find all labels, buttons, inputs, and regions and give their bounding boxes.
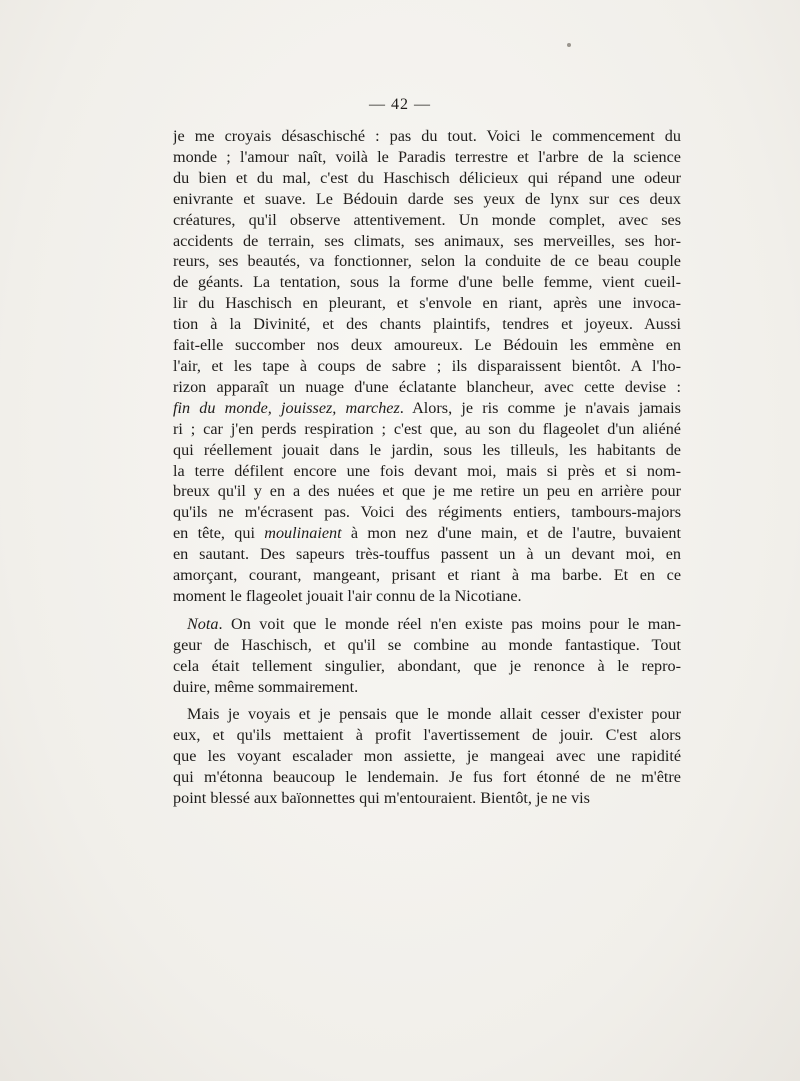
text-line: reurs, ses beautés, va fonctionner, selon la conduite de ce beau couple [173,252,681,271]
text-line: du bien et du mal, c'est du Haschisch délicieux qui répand une odeur [173,168,681,187]
text-line: en tête, qui moulinaient à mon nez d'une main, et de l'autre, buvaient [173,524,681,543]
text-line: rizon apparaît un nuage d'une éclatante blancheur, avec cette devise : [173,377,681,396]
text-line: monde ; l'amour naît, voilà le Paradis terrestre et l'arbre de la science [173,147,681,166]
text-line: enivrante et suave. Le Bédouin darde ses yeux de lynx sur ces deux [173,189,681,208]
text-line: en sautant. Des sapeurs très-touffus passent un à un devant moi, en [173,545,681,564]
text-line: breux qu'il y en a des nuées et que je me retire un peu en arrière pour [173,482,681,501]
text-line: accidents de terrain, ses climats, ses animaux, ses merveilles, ses hor- [173,231,681,250]
text-line: que les voyant escalader mon assiette, je mangeai avec une rapidité [173,747,681,766]
paper-speck [567,43,571,47]
text-line: cela était tellement singulier, abondant, que je renonce à le repro- [173,656,681,675]
text-line: qu'ils ne m'écrasent pas. Voici des régiments entiers, tambours-majors [173,503,681,522]
text-line: fait-elle succomber nos deux amoureux. Le Bédouin les emmène en [173,336,681,355]
page-number: — 42 — [369,96,431,113]
paragraph-p2 [173,614,681,698]
text-line: point blessé aux baïonnettes qui m'entouraient. Bientôt, je ne vis [173,789,590,808]
text-line: créatures, qu'il observe attentivement. Un monde complet, avec ses [173,210,681,229]
text-line: geur de Haschisch, et qu'il se combine au monde fantastique. Tout [173,635,681,654]
text-line: la terre défilent encore une fois devant moi, mais si près et si nom- [173,461,681,480]
text-line: ri ; car j'en perds respiration ; c'est que, au son du flageolet d'un aliéné [173,419,681,438]
paragraph-gap [173,607,681,614]
text-line: qui m'étonna beaucoup le lendemain. Je fus fort étonné de ne m'être [173,768,681,787]
text-line: je me croyais désaschisché : pas du tout. Voici le commencement du [173,127,681,145]
paragraph-p1 [173,126,681,607]
text-line: duire, même sommairement. [173,677,359,696]
text-line: moment le flageolet jouait l'air connu de la Nicotiane. [173,586,522,605]
paragraph-gap [173,697,681,704]
text-line: Nota. On voit que le monde réel n'en existe pas moins pour le man- [187,614,681,633]
text-line: amorçant, courant, mangeant, prisant et riant à ma barbe. Et en ce [173,566,681,585]
italic-phrase: moulinaient [264,524,342,543]
text-line: fin du monde, jouissez, marchez. Alors, je ris comme je n'avais jamais [173,398,681,417]
text-line: de géants. La tentation, sous la forme d'une belle femme, vient cueil- [173,273,681,292]
italic-phrase: Nota [187,614,219,633]
text-line: eux, et qu'ils mettaient à profit l'avertissement de jouir. C'est alors [173,726,681,745]
italic-phrase: fin du monde, jouissez, marchez [173,398,400,417]
text-line: qui réellement jouait dans le jardin, sous les tilleuls, les habitants de [173,440,681,459]
body-text [173,126,681,809]
text-line: Mais je voyais et je pensais que le monde allait cesser d'exister pour [187,705,681,724]
text-line: lir du Haschisch en pleurant, et s'envole en riant, après une invoca- [173,294,681,313]
paragraph-p3 [173,704,681,809]
text-line: l'air, et les tape à coups de sabre ; ils disparaissent bientôt. A l'ho- [173,356,681,375]
text-line: tion à la Divinité, et des chants plaintifs, tendres et joyeux. Aussi [173,315,681,334]
